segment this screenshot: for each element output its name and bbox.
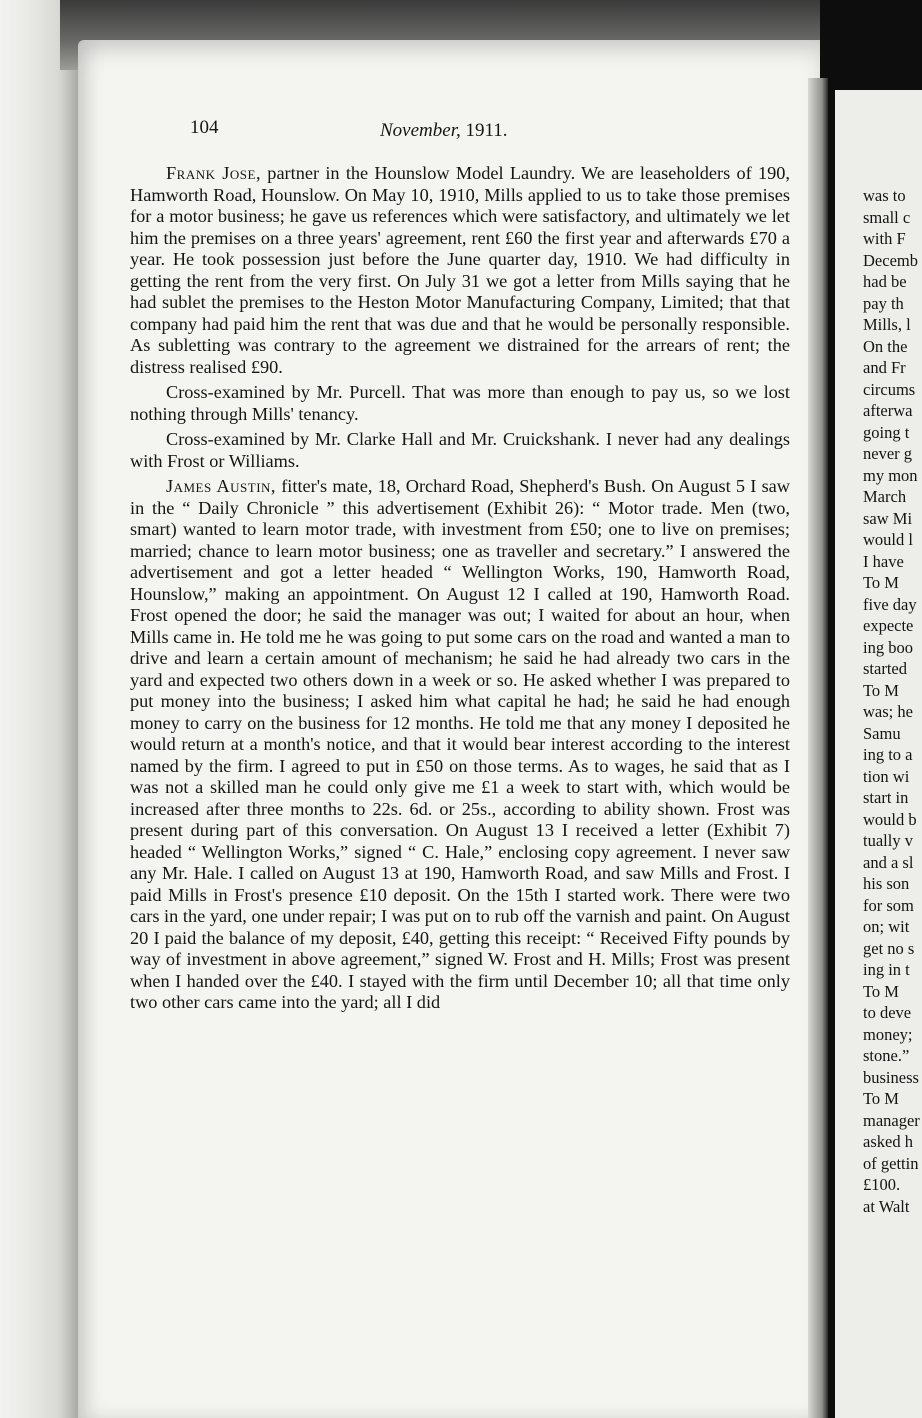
next-page-line: tion wi [863,766,910,786]
next-page-line: five day [863,594,917,614]
next-page-line: To M [863,573,899,592]
next-page-line: to deve [863,1003,912,1022]
paragraph [130,382,790,425]
running-title-month: November, [380,120,461,141]
next-page-line: going t [863,422,910,442]
next-page-line: started [863,659,907,678]
next-page-line: I have [863,551,904,571]
next-page-line: afterwa [863,401,913,420]
next-page-line: and a sl [863,852,914,872]
next-page-line: get no s [863,938,915,958]
paragraph [130,429,790,472]
next-page-line: ing boo [863,637,913,657]
next-page-line: Samu [863,723,901,743]
next-page-line: pay th [863,293,904,313]
next-page-line: his son [863,874,910,893]
next-page-line: stone.” [863,1046,910,1065]
next-page-line: my mon [863,465,918,485]
next-page-line: business [863,1067,919,1087]
page-body-text [130,163,790,1283]
next-page-line: saw Mi [863,508,913,528]
running-title-year: 1911. [465,120,508,141]
next-page-line: ing to a [863,745,913,764]
next-page-line: for som [863,895,914,915]
page-number: 104 [190,117,219,138]
next-page-line: and Fr [863,358,906,377]
paragraph-text: fitter's mate, 18, Orchard Road, Shepherd's Bush. On August 5 I saw in the “ Daily Chronicle ” this advertisement (Exhibit 26): “ Motor trade. Men (two, smart) wanted to learn motor trade, with investment from £50; one to live on premises; married; chance to learn motor business; one as traveller and secretary.” I answered the advertisement and got a letter headed “ Wellington Works, 190, Hamworth Road, Hounslow,” making an appointment. On August 12 I called at 190, Hamworth Road. Frost opened the door; he said the manager was out; I waited for about an hour, when Mills came in. He told me he was going to put some cars on the road and wanted a man to drive and learn a certain amount of mechanism; he said he had already two cars in the yard and expected two others down in a week or so. He asked whether I was prepared to put money into the business; I asked him what capital he had; he said he had enough money to carry on the business for 12 months. He told me that any money I deposited he would return at a month's notice, and that it would bear interest according to the interest named by the firm. I agreed to put in £50 on those terms. As to wages, he said that as I was not a skilled man he could only give me £1 a week to start with, which would be increased after three months to 22s. 6d. or 25s., according to ability shown. Frost was present during part of this conversation. On August 13 I received a letter (Exhibit 7) headed “ Wellington Works,” signed “ C. Hale,” enclosing copy agreement. I never saw any Mr. Hale. I called on August 13 at 190, Hamworth Road, and saw Mills and Frost. I paid Mills in Frost's presence £10 deposit. On the 15th I started work. There were two cars in the yard, one under repair; I was put on to rub off the varnish and paint. On August 20 I paid the balance of my deposit, £40, getting this receipt: “ Received Fifty pounds by way of investment in above agreement,” signed W. Frost and H. Mills; Frost was present when I handed over the £40. I stayed with the firm until December 10; all that time only two other cars came into the yard; all I did [130,476,791,1012]
next-page-line: ing in t [863,960,910,979]
next-page-line: asked h [863,1132,913,1151]
right-page-edge [808,78,828,1418]
next-page-line: would b [863,809,917,829]
next-page-line: with F [863,229,906,248]
running-title [380,120,508,142]
next-page-line: of gettin [863,1153,919,1173]
next-page-line: Decemb [863,250,918,270]
next-page-line: small c [863,207,911,227]
next-page-line: on; wit [863,917,910,936]
next-page-line: had be [863,272,907,291]
next-page-line: expecte [863,616,914,635]
paragraph-text: Cross-examined by Mr. Purcell. That was more than enough to pay us, so we lost nothing through Mills' tenancy. [130,382,790,424]
paragraph [130,163,790,378]
paragraph-text: partner in the Hounslow Model Laundry. We are leaseholders of 190, Hamworth Road, Hounslow. On May 10, 1910, Mills applied to us to take those premises for a motor business; he gave us references which were satisfactory, and ultimately we let him the premises on a three years' agreement, rent £60 the first year and afterwards £70 a year. He took possession just before the June quarter day, 1910. We had difficulty in getting the rent from the very first. On July 31 we got a letter from Mills saying that he had sublet the premises to the Heston Motor Manufacturing Company, Limited; that that company had paid him the rent that was due and that he would be personally responsible. As subletting was contrary to the agreement we distrained for the arrears of rent; the distress realised £90. [130,163,790,377]
next-page-line: To M [863,1089,899,1108]
next-page-line: Mills, l [863,315,911,334]
next-page-line: money; [863,1024,913,1044]
next-page-line: To M [863,680,899,700]
next-page-line: On the [863,336,908,356]
page-header [190,117,780,147]
next-page-line: £100. [863,1175,901,1194]
next-page-line: March [863,487,907,506]
next-page-line: To M [863,981,899,1001]
left-page-edge [0,0,84,1418]
witness-name: James Austin, [166,476,276,496]
paragraph-text: Cross-examined by Mr. Clarke Hall and Mr. Cruickshank. I never had any dealings with Frost or Williams. [130,429,790,471]
witness-name: Frank Jose, [166,163,262,183]
next-page-partial [835,90,922,1418]
next-page-line: start in [863,788,909,807]
next-page-line: would l [863,530,913,549]
next-page-line: never g [863,444,913,463]
paragraph [130,476,790,1014]
next-page-line: at Walt [863,1196,910,1216]
next-page-line: circums [863,379,916,399]
next-page-line: was; he [863,702,913,721]
next-page-line: manager [863,1110,920,1130]
next-page-line: tually v [863,831,913,850]
next-page-line: was to [863,186,906,205]
